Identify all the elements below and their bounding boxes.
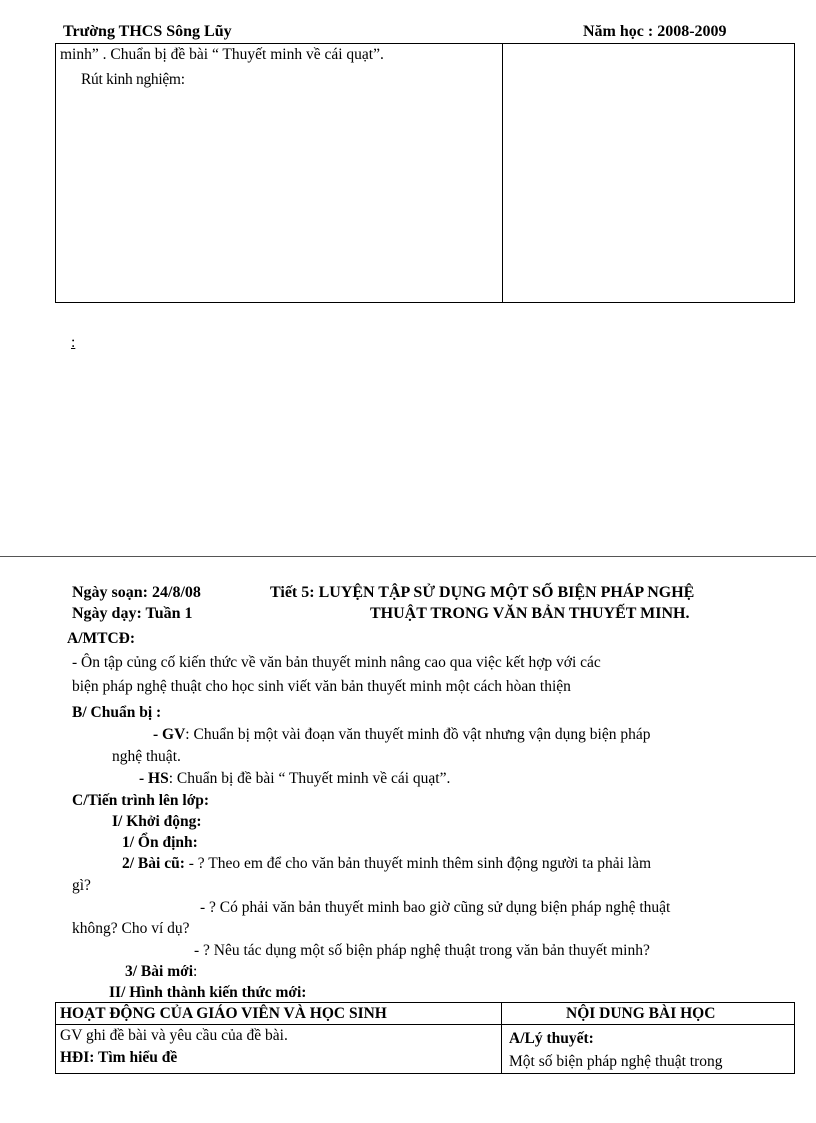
section-c-heading: C/Tiến trình lên lớp:: [72, 792, 210, 809]
section-c1: I/ Khởi động:: [112, 813, 202, 830]
stray-mark: :: [71, 334, 76, 351]
section-a-line2: biện pháp nghệ thuật cho học sinh viết văn bản thuyết minh một cách hòan thiện: [72, 678, 571, 695]
section-c1-1: 1/ Ổn định:: [122, 834, 198, 851]
school-year: Năm học : 2008-2009: [583, 23, 727, 40]
school-name: Trường THCS Sông Lũy: [63, 23, 232, 40]
col1-line2: HĐI: Tìm hiểu đề: [60, 1049, 178, 1066]
top-table-divider: [502, 43, 503, 303]
date-taught: Ngày dạy: Tuần 1: [72, 605, 193, 622]
gv-line-cont: nghệ thuật.: [112, 748, 181, 765]
bai-cu-q1-cont: gì?: [72, 877, 91, 894]
bai-cu-q1: - ? Theo em để cho văn bản thuyết minh thêm sinh động người ta phải làm: [188, 855, 652, 872]
bai-moi-colon: :: [193, 963, 198, 980]
top-table-line2: Rút kinh nghiệm:: [81, 71, 185, 88]
section-a-heading: A/MTCĐ:: [67, 630, 136, 647]
col2-line1: A/Lý thuyết:: [509, 1030, 594, 1047]
page-separator: [0, 556, 816, 557]
bai-cu-q2-cont: không? Cho ví dụ?: [72, 920, 190, 937]
section-c3: [125, 963, 197, 981]
lesson-title-line1: Tiết 5: LUYỆN TẬP SỬ DỤNG MỘT SỐ BIỆN PHÁP NGHỆ: [270, 584, 695, 601]
bai-cu-label: 2/ Bài cũ:: [122, 855, 189, 872]
bottom-table-divider: [501, 1002, 502, 1074]
bai-cu-q2: - ? Có phải văn bản thuyết minh bao giờ cũng sử dụng biện pháp nghệ thuật: [200, 899, 671, 916]
col2-header: NỘI DUNG BÀI HỌC: [566, 1005, 716, 1022]
col1-header: HOẠT ĐỘNG CỦA GIÁO VIÊN VÀ HỌC SINH: [60, 1005, 387, 1022]
date-prepared: Ngày soạn: 24/8/08: [72, 584, 201, 601]
lesson-title-line2: THUẬT TRONG VĂN BẢN THUYẾT MINH.: [370, 605, 690, 622]
col2-line2: Một số biện pháp nghệ thuật trong: [509, 1053, 723, 1070]
top-table-line1: minh” . Chuẩn bị đề bài “ Thuyết minh về cái quạt”.: [60, 46, 384, 63]
bottom-table-header-rule: [55, 1024, 795, 1025]
section-a-line1: - Ôn tập củng cố kiến thức về văn bản thuyết minh nâng cao qua việc kết hợp với các: [72, 654, 601, 671]
section-c2: II/ Hình thành kiến thức mới:: [109, 984, 307, 1001]
hs-text: : Chuẩn bị đề bài “ Thuyết minh về cái quạt”.: [168, 770, 451, 787]
hs-label: - HS: [139, 770, 169, 787]
gv-label: - GV: [153, 726, 186, 743]
gv-text: : Chuẩn bị một vài đoạn văn thuyết minh đồ vật nhưng vận dụng biện pháp: [185, 726, 651, 743]
bai-cu-q3: - ? Nêu tác dụng một số biện pháp nghệ thuật trong văn bản thuyết minh?: [194, 942, 650, 959]
col1-line1: GV ghi đề bài và yêu cầu của đề bài.: [60, 1027, 288, 1044]
gv-line: [153, 726, 650, 744]
hs-line: [139, 770, 450, 788]
bai-moi-label: 3/ Bài mới: [125, 963, 194, 980]
section-c1-2: [122, 855, 651, 873]
section-b-heading: B/ Chuẩn bị :: [72, 704, 162, 721]
